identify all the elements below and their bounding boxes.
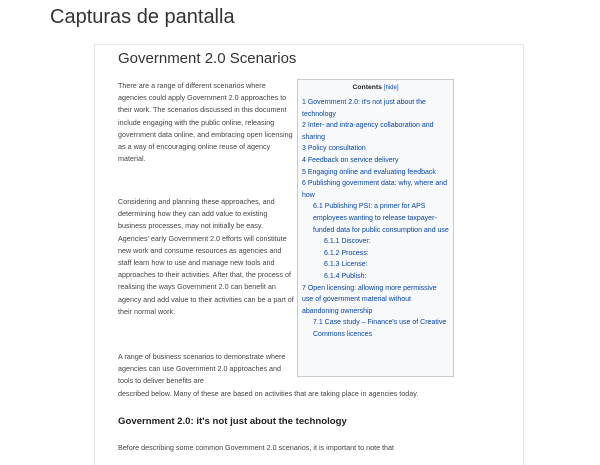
- section-heading: Government 2.0: it's not just about the technology: [118, 416, 347, 427]
- toc-link[interactable]: 4 Feedback on service delivery: [302, 156, 399, 164]
- toc-link[interactable]: 2 Inter- and intra-agency collaboration and sharing: [302, 122, 434, 141]
- toc-list: [302, 97, 449, 340]
- toc-link[interactable]: 6.1.2 Process:: [324, 249, 369, 257]
- toc-link[interactable]: 3 Policy consultation: [302, 145, 366, 153]
- page-title: Capturas de pantalla: [50, 6, 235, 28]
- toc-title: Contents: [352, 84, 382, 91]
- planning-paragraph: Considering and planning these approaches, and determining how they can add value to existing business processes, may not initially be easy. Agencies' early Government 2.0 efforts will constitute new work and consume resources as agencies and staff learn how to use and manage new tools and approaches to their activities. After that, the process of realising the ways Government 2.0 can benefit an agency and add value to their activities can be a part of their normal work.: [118, 197, 294, 316]
- toc-link[interactable]: 7.1 Case study – Finance's use of Creative Commons licences: [313, 319, 447, 338]
- toc-link[interactable]: 6.1.4 Publish:: [324, 272, 367, 280]
- scenarios-paragraph-continued: described below. Many of these are based on activities that are taking place in agencies today.: [118, 389, 419, 398]
- table-of-contents: [297, 79, 454, 377]
- toc-link[interactable]: 7 Open licensing: allowing more permissive use of government material without abandoning ownership: [302, 284, 437, 315]
- toc-hide-link[interactable]: [hide]: [383, 85, 399, 91]
- toc-link[interactable]: 5 Engaging online and evaluating feedback: [302, 168, 436, 176]
- document-title: Government 2.0 Scenarios: [118, 50, 297, 67]
- scenarios-paragraph: A range of business scenarios to demonstrate where agencies can use Government 2.0 approaches and tools to deliver benefits are: [118, 352, 286, 386]
- intro-paragraph: There are a range of different scenarios where agencies could apply Government 2.0 approaches to their work. The scenarios discussed in this document include engaging with the public online, releasing government data online, and embracing open licensing as a way of encouraging online reuse of agency material.: [118, 81, 293, 164]
- toc-link[interactable]: 6.1 Publishing PSI: a primer for APS employees wanting to release taxpayer-funded data for public consumption and use: [313, 203, 449, 234]
- toc-link[interactable]: 6.1.1 Discover:: [324, 238, 371, 246]
- toc-header: [302, 84, 449, 91]
- section-first-line: Before describing some common Government 2.0 scenarios, it is important to note that: [118, 443, 395, 452]
- toc-link[interactable]: 6 Publishing government data: why, where and how: [302, 180, 448, 199]
- toc-link[interactable]: 1 Government 2.0: it's not just about the technology: [302, 99, 426, 118]
- toc-link[interactable]: 6.1.3 License:: [324, 261, 368, 269]
